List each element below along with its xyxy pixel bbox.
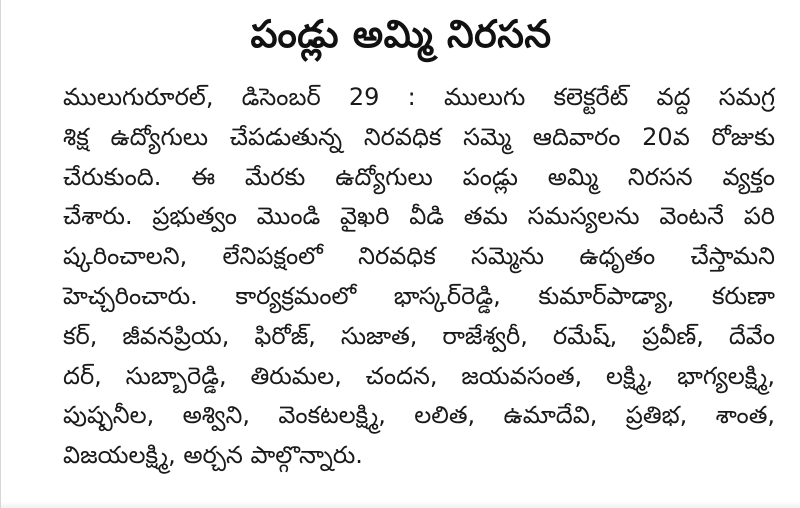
article-line: చేరుకుంది. ఈ మేరకు ఉద్యోగులు పండ్లు అమ్మి నిరసన వ్యక్తం: [63, 162, 775, 191]
article-line: పుష్పనీల, అశ్విని, వెంకటలక్ష్మి, లలిత, ఉమాదేవి, ప్రతిభ, శాంత,: [63, 401, 775, 430]
article-line: ష్కరించాలని, లేనిపక్షంలో నిరవధిక సమ్మెను ఉధృతం చేస్తామని: [63, 242, 775, 271]
article-line: చేశారు. ప్రభుత్వం మొండి వైఖరి వీడి తమ సమస్యలను వెంటనే పరి: [63, 202, 775, 231]
article-line: దర్, సుబ్బారెడ్డి, తిరుమల, చందన, జయవసంత, లక్ష్మి, భాగ్యలక్ష్మి,: [63, 361, 775, 390]
article-body: [63, 78, 775, 476]
article-line: కర్, జీవనప్రియ, ఫిరోజ్, సుజాత, రాజేశ్వరీ, రమేష్, ప్రవీణ్, దేవేం: [63, 321, 775, 350]
article-line: ములుగురూరల్, డిసెంబర్ 29 : ములుగు కలెక్టరేట్ వద్ద సమగ్ర: [63, 83, 775, 111]
article-line: హెచ్చరించారు. కార్యక్రమంలో భాస్కర్‌రెడ్డి, కుమార్‌పాడ్యా, కరుణా: [63, 281, 775, 310]
article-line: శిక్ష ఉద్యోగులు చేపడుతున్న నిరవధిక సమ్మె ఆదివారం 20వ రోజుకు: [63, 122, 775, 151]
page-edge: [1, 502, 800, 508]
article-line: విజయలక్ష్మి, అర్చన పాల్గొన్నారు.: [63, 441, 363, 470]
article-headline: పండ్లు అమ్మి నిరసన: [250, 12, 552, 56]
